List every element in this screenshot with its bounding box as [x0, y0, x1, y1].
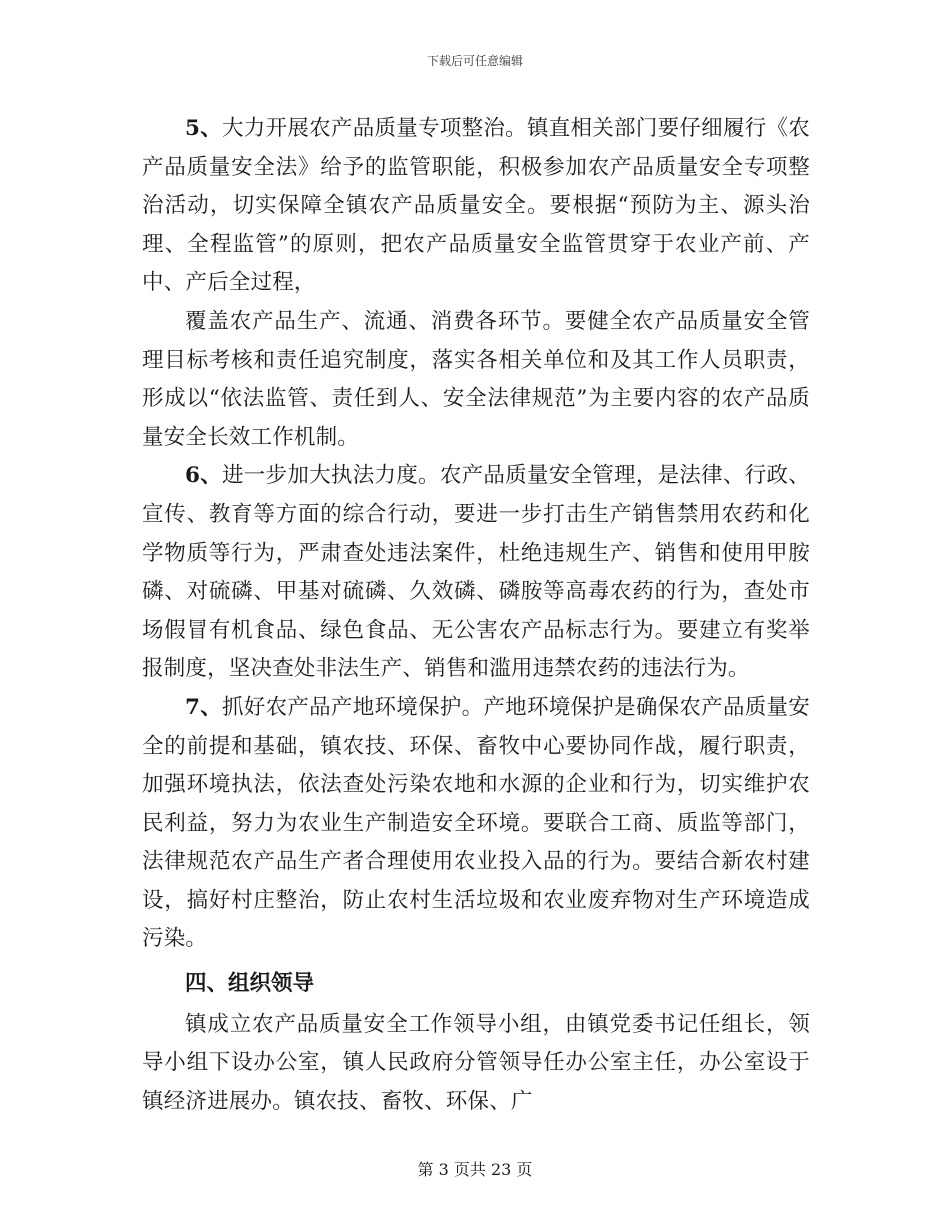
- paragraph-text: 大力开展农产品质量专项整治。镇直相关部门要仔细履行《农产品质量安全法》给予的监管职能，积极参加农产品质量安全专项整治活动，切实保障全镇农产品质量安全。要根据“预防为主、源头治理、全程监管”的原则，把农产品质量安全监管贯穿于农业产前、产中、产后全过程，: [142, 116, 810, 296]
- document-body: [142, 110, 810, 1121]
- item-number: 5、: [185, 116, 223, 141]
- paragraph-text: 进一步加大执法力度。农产品质量安全管理，是法律、行政、宣传、教育等方面的综合行动，要进一步打击生产销售禁用农药和化学物质等行为，严肃查处违法案件，杜绝违规生产、销售和使用甲胺磷、对硫磷、甲基对硫磷、久效磷、磷胺等高毒农药的行为，查处市场假冒有机食品、绿色食品、无公害农产品标志行为。要建立有奖举报制度，坚决查处非法生产、销售和滥用违禁农药的违法行为。: [142, 463, 810, 682]
- page-number: 第 3 页共 23 页: [417, 1160, 533, 1179]
- section-paragraph: 镇成立农产品质量安全工作领导小组，由镇党委书记任组长，领导小组下设办公室，镇人民政府分管领导任办公室主任，办公室设于镇经济进展办。镇农技、畜牧、环保、广: [142, 1011, 810, 1114]
- paragraph-item-6: [142, 457, 810, 689]
- paragraph-text: 抓好农产品产地环境保护。产地环境保护是确保农产品质量安全的前提和基础，镇农技、环保、畜牧中心要协同作战，履行职责，加强环境执法，依法查处污染农地和水源的企业和行为，切实维护农民利益，努力为农业生产制造安全环境。要联合工商、质监等部门，法律规范农产品生产者合理使用农业投入品的行为。要结合新农村建设，搞好村庄整治，防止农村生活垃圾和农业废弃物对生产环境造成污染。: [142, 694, 810, 952]
- item-number: 7、: [185, 694, 223, 720]
- section-heading: 四、组织领导: [185, 971, 315, 997]
- paragraph-item-7: [142, 689, 810, 959]
- paragraph-item-5: [142, 110, 810, 303]
- item-number: 6、: [185, 463, 223, 489]
- header-note: 下载后可任意编辑: [426, 54, 523, 68]
- paragraph-text: 覆盖农产品生产、流通、消费各环节。要健全农产品质量安全管理目标考核和责任追究制度，落实各相关单位和及其工作人员职责，形成以“依法监管、责任到人、安全法律规范”为主要内容的农产品质量安全长效工作机制。: [142, 308, 810, 450]
- paragraph-continuation: [142, 303, 810, 457]
